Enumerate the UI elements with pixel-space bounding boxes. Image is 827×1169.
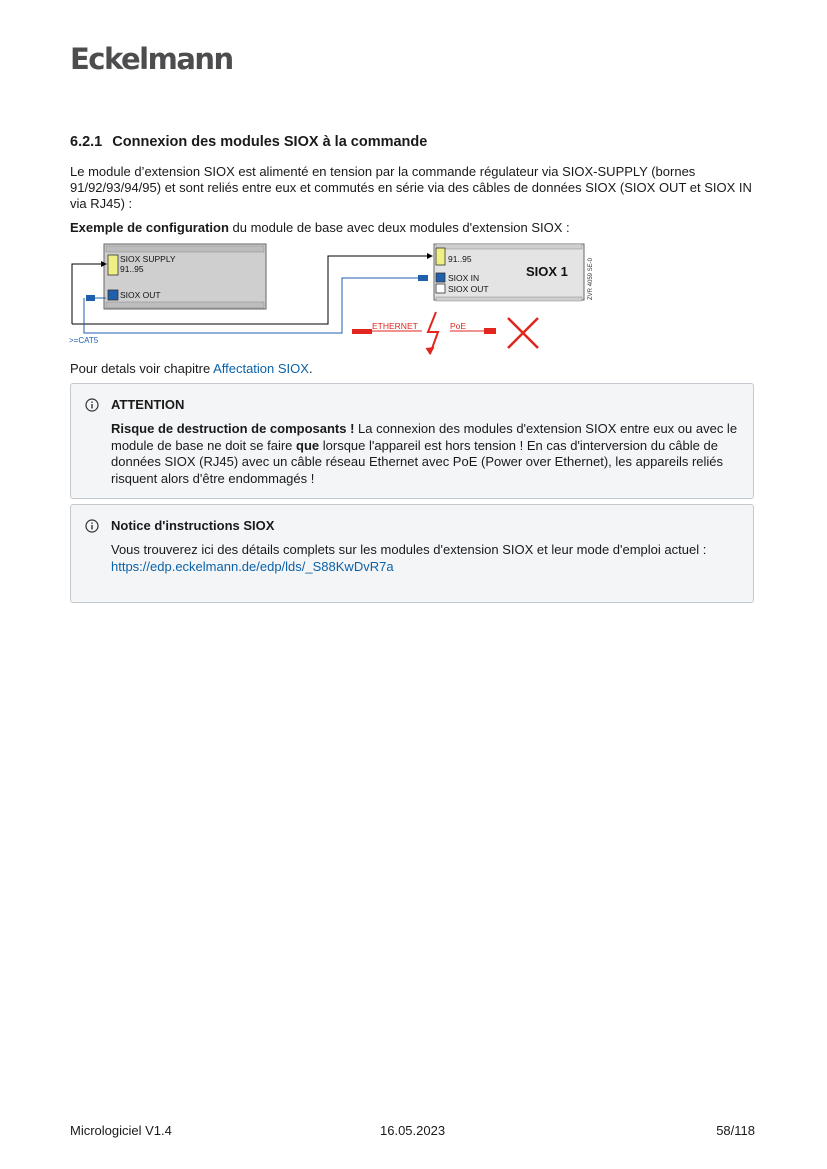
notice-link[interactable]: https://edp.eckelmann.de/edp/lds/_S88KwDvR7a — [111, 558, 394, 574]
base-out-label: SIOX OUT — [120, 290, 161, 300]
section-title-text: Connexion des modules SIOX à la commande — [112, 134, 428, 150]
footer-date: 16.05.2023 — [380, 1123, 446, 1138]
attention-title: ATTENTION — [111, 397, 185, 412]
notice-title: Notice d'instructions SIOX — [111, 518, 275, 533]
section-number: 6.2.1 — [70, 134, 103, 150]
attention-bold-1: Risque de destruction de composants ! — [111, 421, 355, 436]
example-paragraph — [70, 220, 760, 236]
cable-label: >=CAT5 — [69, 336, 99, 345]
poe-label: PoE — [450, 321, 467, 331]
notice-text: Vous trouverez ici des détails complets sur les modules d'extension SIOX et leur mode d'emploi actuel : — [111, 542, 707, 557]
info-icon — [85, 398, 99, 412]
see-also-paragraph — [70, 361, 760, 377]
siox-title: SIOX 1 — [526, 264, 568, 279]
siox-supply-terminal — [436, 248, 445, 265]
wiring-diagram — [66, 240, 606, 356]
base-supply-terminal — [108, 255, 118, 275]
siox-module — [434, 244, 594, 301]
intro-paragraph: Le module d’extension SIOX est alimenté en tension par la commande régulateur via SIOX-SUPPLY (bornes 91/92/93/94/95) et sont reliés entre eux et commutés en série via des câbles de données SIOX (SIOX OUT et SIOX IN via RJ45) : — [70, 164, 752, 211]
ethernet-warning — [352, 312, 538, 354]
example-text: du module de base avec deux modules d'extension SIOX : — [228, 220, 570, 235]
siox-in-port — [436, 273, 445, 282]
cable-plug-left — [86, 295, 95, 301]
attention-bold-2: que — [296, 437, 320, 453]
affectation-siox-link[interactable]: Affectation SIOX — [213, 361, 309, 376]
base-out-port — [108, 290, 118, 300]
company-logo: Eckelmann — [70, 42, 233, 76]
siox-terminals-label: 91..95 — [448, 254, 472, 264]
siox-in-label: SIOX IN — [448, 273, 480, 283]
siox-out-label: SIOX OUT — [448, 284, 489, 294]
footer-version: Micrologiciel V1.4 — [70, 1123, 172, 1138]
section-title — [70, 134, 427, 150]
base-supply-label: SIOX SUPPLY — [120, 254, 176, 264]
attention-text-2: lorsque l'appareil est hors tension ! En cas d'interversion du câble de données SIOX (RJ45) avec un câble réseau Ethernet avec PoE (Power over Ethernet), les appareils reliés risquent alors d'être endommagés ! — [111, 437, 724, 486]
see-also-suffix: . — [308, 361, 313, 376]
example-bold: Exemple de configuration — [70, 220, 229, 235]
attention-text-1: La connexion des modules d'extension SIOX entre eux ou avec le module de base ne doit se faire — [111, 421, 738, 453]
attention-box — [70, 383, 754, 499]
base-module — [104, 244, 266, 309]
attention-text — [111, 421, 751, 487]
cable-plug-right — [418, 275, 428, 281]
ethernet-label: ETHERNET — [372, 321, 418, 331]
cross-icon — [508, 318, 538, 348]
notice-text-block — [111, 542, 751, 575]
base-terminals-label: 91..95 — [120, 264, 144, 274]
siox-side-label: ZVR 4059 SE-0 — [588, 257, 594, 300]
siox-out-port — [436, 284, 445, 293]
supply-wire-left — [72, 264, 106, 324]
see-also-prefix: Pour detals voir chapitre — [70, 361, 214, 376]
notice-box — [70, 504, 754, 603]
info-icon — [85, 519, 99, 533]
footer-page-number: 58/118 — [716, 1123, 755, 1138]
